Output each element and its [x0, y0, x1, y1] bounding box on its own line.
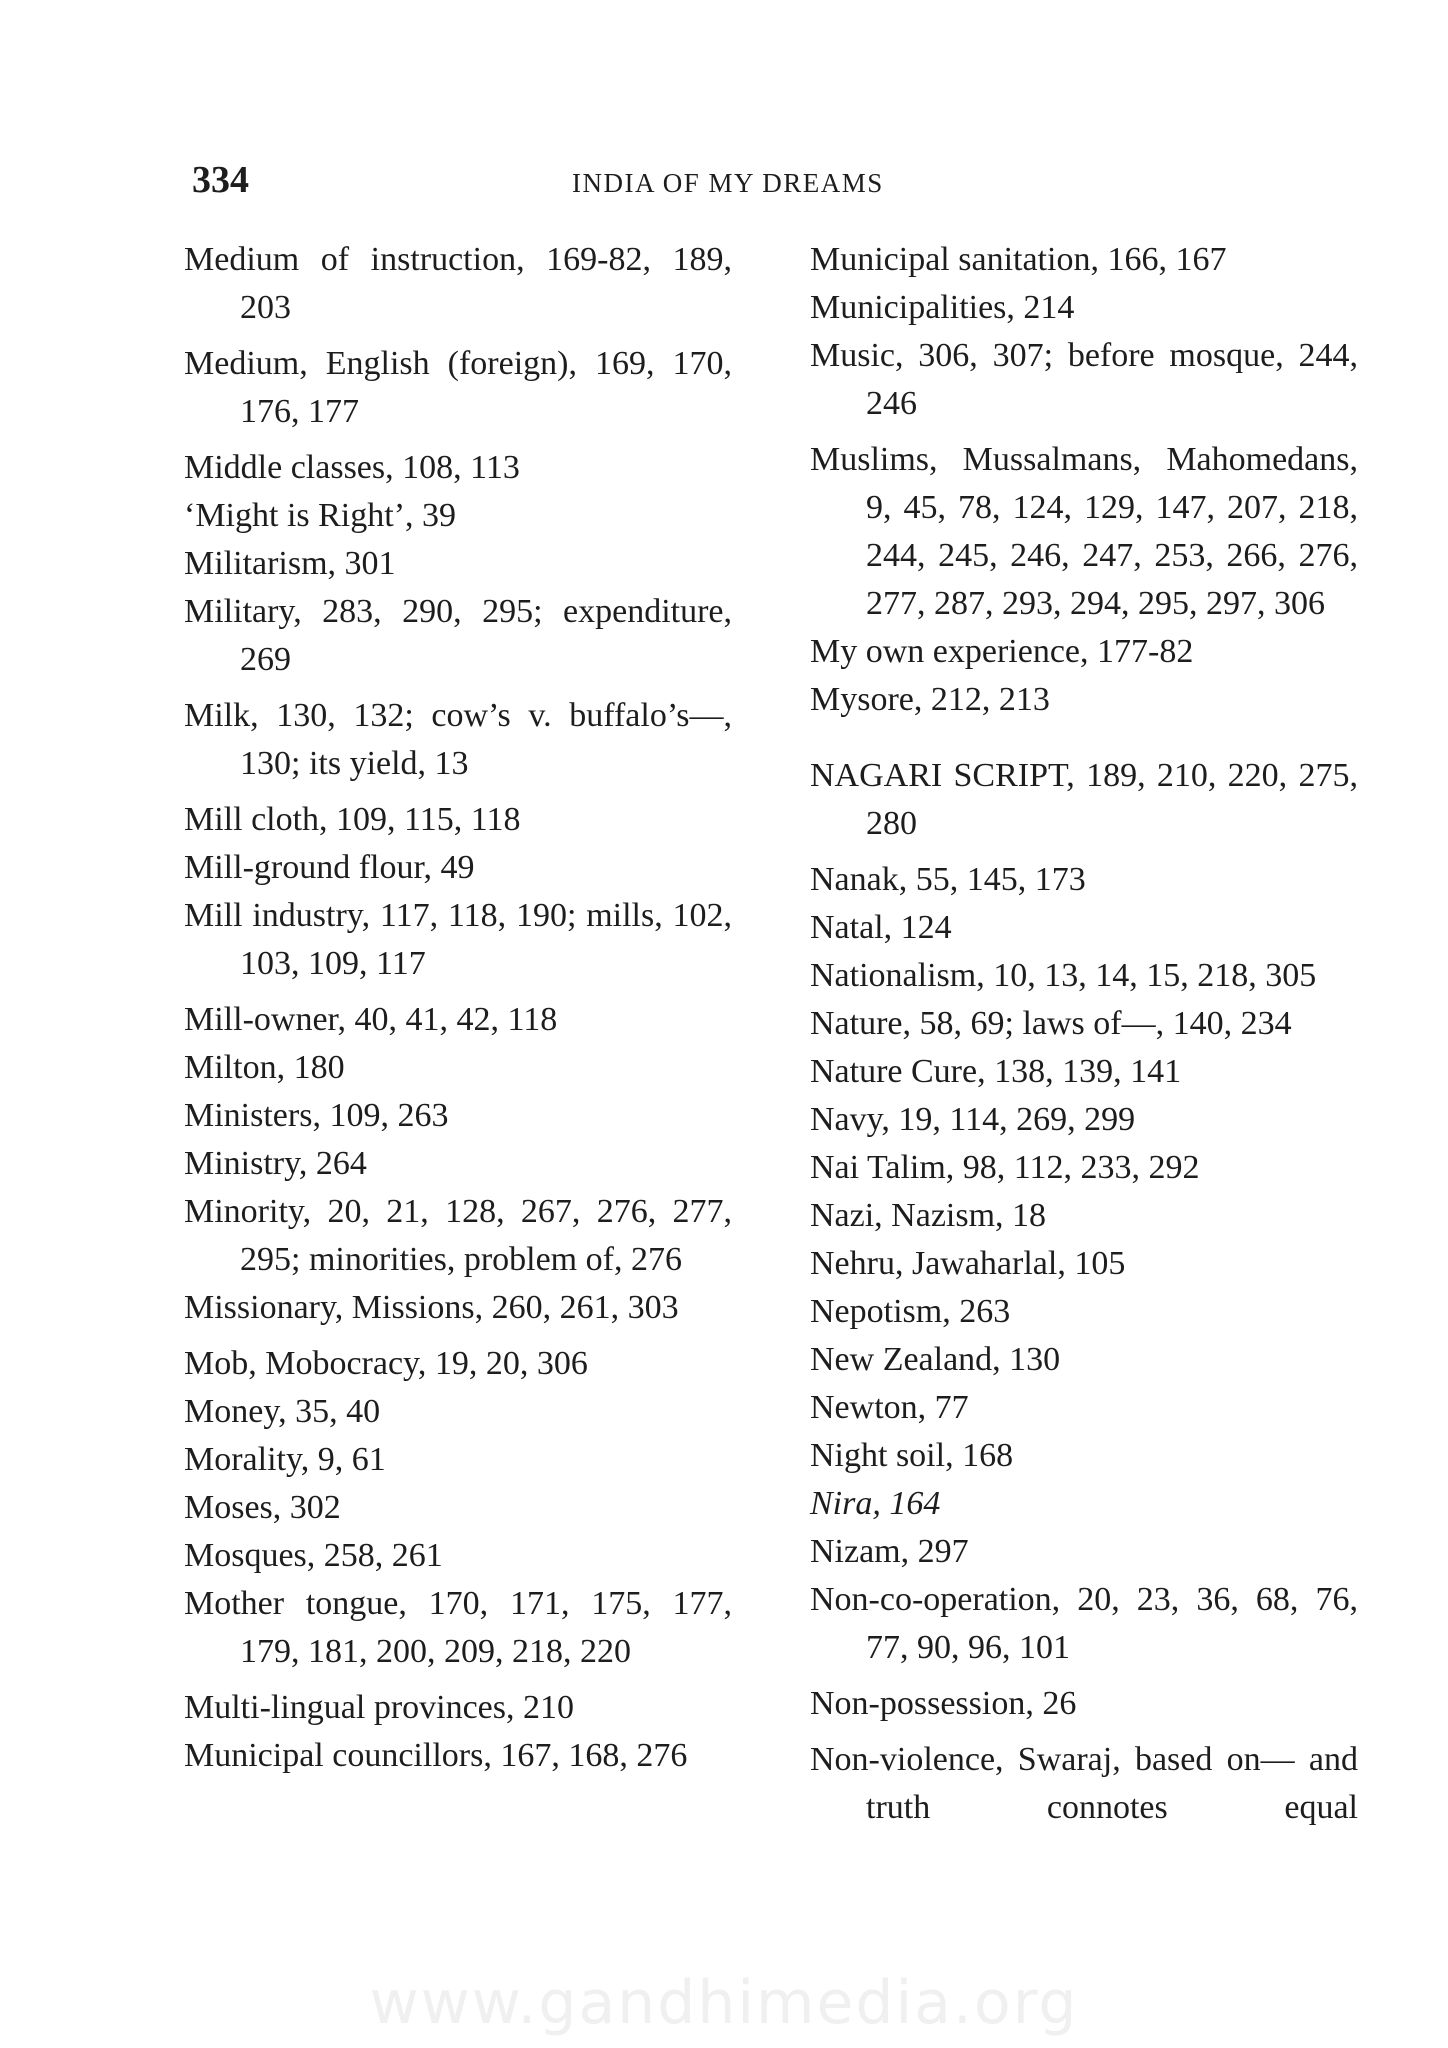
index-entry: Music, 306, 307; before mosque, 244, 246 — [810, 337, 1358, 422]
index-entry: Muslims, Mussalmans, Mahomedans, 9, 45, 78, 124, 129, 147, 207, 218, 244, 245, 246, 247, 253, 266, 276, 277, 287, 293, 294, 295, 297, 306 — [810, 441, 1358, 622]
index-entry: Mill cloth, 109, 115, 118 — [184, 801, 521, 838]
index-entry: Moses, 302 — [184, 1489, 341, 1526]
index-entry: Non-possession, 26 — [810, 1685, 1077, 1722]
index-entry: Nizam, 297 — [810, 1533, 969, 1570]
index-entry: Nira, 164 — [810, 1485, 941, 1522]
index-entry: Middle classes, 108, 113 — [184, 449, 520, 486]
index-entry: Nehru, Jawaharlal, 105 — [810, 1245, 1126, 1282]
index-column-left — [184, 236, 732, 1780]
index-entry: Nationalism, 10, 13, 14, 15, 218, 305 — [810, 957, 1317, 994]
index-entry: Missionary, Missions, 260, 261, 303 — [184, 1289, 679, 1326]
index-entry: Municipal sanitation, 166, 167 — [810, 241, 1227, 278]
index-entry: Medium, English (foreign), 169, 170, 176, 177 — [184, 345, 732, 430]
index-entry: NAGARI SCRIPT, 189, 210, 220, 275, 280 — [810, 757, 1358, 842]
index-entry: Newton, 77 — [810, 1389, 969, 1426]
index-entry: Nai Talim, 98, 112, 233, 292 — [810, 1149, 1200, 1186]
index-entry: Mother tongue, 170, 171, 175, 177, 179, 181, 200, 209, 218, 220 — [184, 1585, 732, 1670]
index-entry: Mob, Mobocracy, 19, 20, 306 — [184, 1345, 588, 1382]
index-entry: Mysore, 212, 213 — [810, 681, 1050, 718]
watermark: www.gandhimedia.org — [369, 1968, 1079, 2038]
index-entry: Milk, 130, 132; cow’s v. buffalo’s—, 130; its yield, 13 — [184, 697, 732, 782]
page-number: 334 — [192, 159, 249, 201]
index-entry: Mill-ground flour, 49 — [184, 849, 475, 886]
index-entry: New Zealand, 130 — [810, 1341, 1061, 1378]
index-entry: Minority, 20, 21, 128, 267, 276, 277, 295; minorities, problem of, 276 — [184, 1193, 732, 1278]
index-entry: Military, 283, 290, 295; expenditure, 269 — [184, 593, 732, 678]
index-entry: Mill industry, 117, 118, 190; mills, 102, 103, 109, 117 — [184, 897, 732, 982]
index-entry: Non-violence, Swaraj, based on— and truth connotes equal — [810, 1741, 1358, 1826]
index-entry: Money, 35, 40 — [184, 1393, 381, 1430]
index-entry: Medium of instruction, 169-82, 189, 203 — [184, 241, 732, 326]
index-entry: Militarism, 301 — [184, 545, 396, 582]
index-entry: ‘Might is Right’, 39 — [184, 497, 457, 534]
index-entry: Non-co-operation, 20, 23, 36, 68, 76, 77, 90, 96, 101 — [810, 1581, 1358, 1666]
index-entry: Mill-owner, 40, 41, 42, 118 — [184, 1001, 558, 1038]
index-entry: Multi-lingual provinces, 210 — [184, 1689, 575, 1726]
index-entry: My own experience, 177-82 — [810, 633, 1194, 670]
index-entry: Nature Cure, 138, 139, 141 — [810, 1053, 1182, 1090]
index-entry: Mosques, 258, 261 — [184, 1537, 443, 1574]
index-entry: Nature, 58, 69; laws of—, 140, 234 — [810, 1005, 1292, 1042]
running-title: INDIA OF MY DREAMS — [572, 168, 884, 198]
index-entry: Nanak, 55, 145, 173 — [810, 861, 1086, 898]
index-column-right — [810, 236, 1358, 1832]
index-entry: Municipal councillors, 167, 168, 276 — [184, 1737, 688, 1774]
index-entry: Ministry, 264 — [184, 1145, 367, 1182]
index-entry: Ministers, 109, 263 — [184, 1097, 449, 1134]
index-entry: Natal, 124 — [810, 909, 952, 946]
index-entry: Milton, 180 — [184, 1049, 345, 1086]
index-entry: Night soil, 168 — [810, 1437, 1014, 1474]
index-entry: Navy, 19, 114, 269, 299 — [810, 1101, 1136, 1138]
index-entry: Nazi, Nazism, 18 — [810, 1197, 1047, 1234]
index-entry: Morality, 9, 61 — [184, 1441, 386, 1478]
index-entry: Nepotism, 263 — [810, 1293, 1011, 1330]
index-entry: Municipalities, 214 — [810, 289, 1075, 326]
